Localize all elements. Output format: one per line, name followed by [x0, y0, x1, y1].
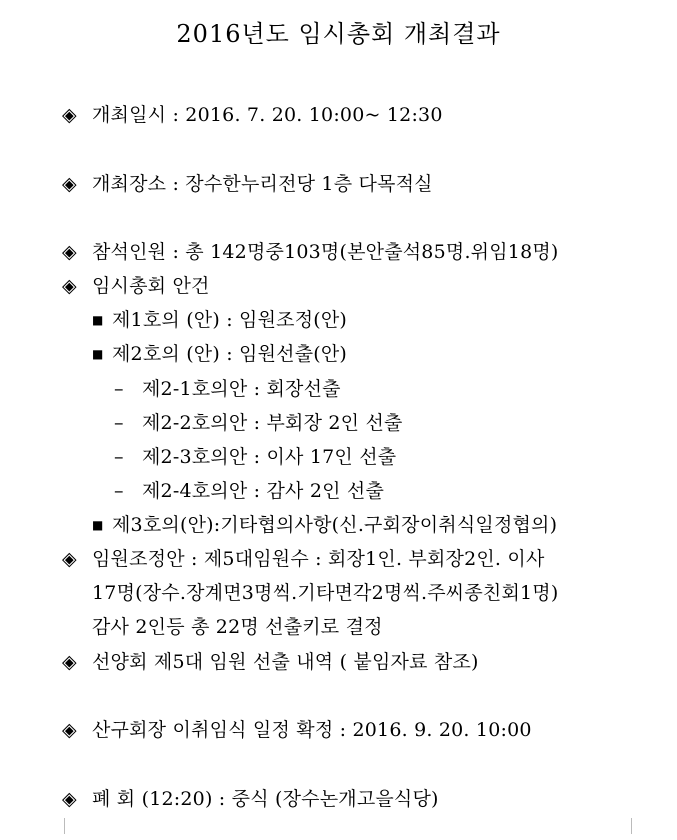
adjustment-line-1: 임원조정안 : 제5대임원수 : 회장1인. 부회장2인. 이사	[92, 548, 545, 570]
document-title: 2016년도 임시총회 개최결과	[176, 20, 501, 48]
page-corner-mark-left	[48, 818, 65, 834]
venue-text: 개최장소 : 장수한누리전당 1층 다목적실	[92, 173, 433, 195]
agenda-subitem-2-4-text: 제2-4호의안 : 감사 2인 선출	[142, 480, 385, 502]
agenda-subitem-2-3-text: 제2-3호의안 : 이사 17인 선출	[142, 446, 397, 468]
agenda-subitem-2-1	[114, 374, 341, 404]
agenda-subitem-2-1-text: 제2-1호의안 : 회장선출	[142, 378, 341, 400]
square-bullet-icon: ■	[92, 518, 104, 532]
square-bullet-icon: ■	[92, 313, 104, 327]
adjustment-line-2: 17명(장수.장계면3명씩.기타면각2명씩.주씨종친회1명)	[92, 582, 559, 604]
dash-bullet-icon: –	[114, 480, 124, 502]
inauguration-text: 산구회장 이취임식 일정 확정 : 2016. 9. 20. 10:00	[92, 719, 532, 741]
diamond-bullet-icon: ◈	[62, 241, 77, 263]
item-officer-adjustment	[62, 544, 545, 574]
closing-text: 폐 회 (12:20) : 중식 (장수논개고을식당)	[92, 788, 439, 810]
agenda-item-2-text: 제2호의 (안) : 임원선출(안)	[112, 343, 348, 365]
diamond-bullet-icon: ◈	[62, 173, 77, 195]
agenda-item-1	[92, 305, 347, 335]
agenda-item-3-text: 제3호의(안):기타협의사항(신.구회장이취식일정협의)	[112, 514, 558, 536]
adjustment-line-3: 감사 2인등 총 22명 선출키로 결정	[92, 616, 383, 638]
diamond-bullet-icon: ◈	[62, 788, 77, 810]
diamond-bullet-icon: ◈	[62, 275, 77, 297]
agenda-subitem-2-3	[114, 442, 396, 472]
item-attendance	[62, 237, 559, 267]
agenda-subitem-2-4	[114, 476, 384, 506]
item-inauguration	[62, 715, 532, 745]
item-datetime	[62, 100, 443, 130]
dash-bullet-icon: –	[114, 378, 124, 400]
election-text: 선양회 제5대 임원 선출 내역 ( 붙임자료 참조)	[92, 651, 479, 673]
agenda-subitem-2-2	[114, 408, 403, 438]
diamond-bullet-icon: ◈	[62, 104, 77, 126]
agenda-item-2	[92, 339, 347, 369]
item-closing	[62, 784, 439, 814]
datetime-text: 개최일시 : 2016. 7. 20. 10:00~ 12:30	[92, 104, 443, 126]
dash-bullet-icon: –	[114, 412, 124, 434]
diamond-bullet-icon: ◈	[62, 548, 77, 570]
agenda-item-3	[92, 510, 557, 540]
agenda-subitem-2-2-text: 제2-2호의안 : 부회장 2인 선출	[142, 412, 403, 434]
agenda-item-1-text: 제1호의 (안) : 임원조정(안)	[112, 309, 348, 331]
item-venue	[62, 169, 433, 199]
attendance-text: 참석인원 : 총 142명중103명(본안출석85명.위임18명)	[92, 241, 559, 263]
item-agenda-heading	[62, 271, 210, 301]
diamond-bullet-icon: ◈	[62, 651, 77, 673]
diamond-bullet-icon: ◈	[62, 719, 77, 741]
agenda-heading-text: 임시총회 안건	[92, 275, 210, 297]
item-election	[62, 647, 479, 677]
page-corner-mark-right	[631, 818, 648, 834]
square-bullet-icon: ■	[92, 347, 104, 361]
dash-bullet-icon: –	[114, 446, 124, 468]
